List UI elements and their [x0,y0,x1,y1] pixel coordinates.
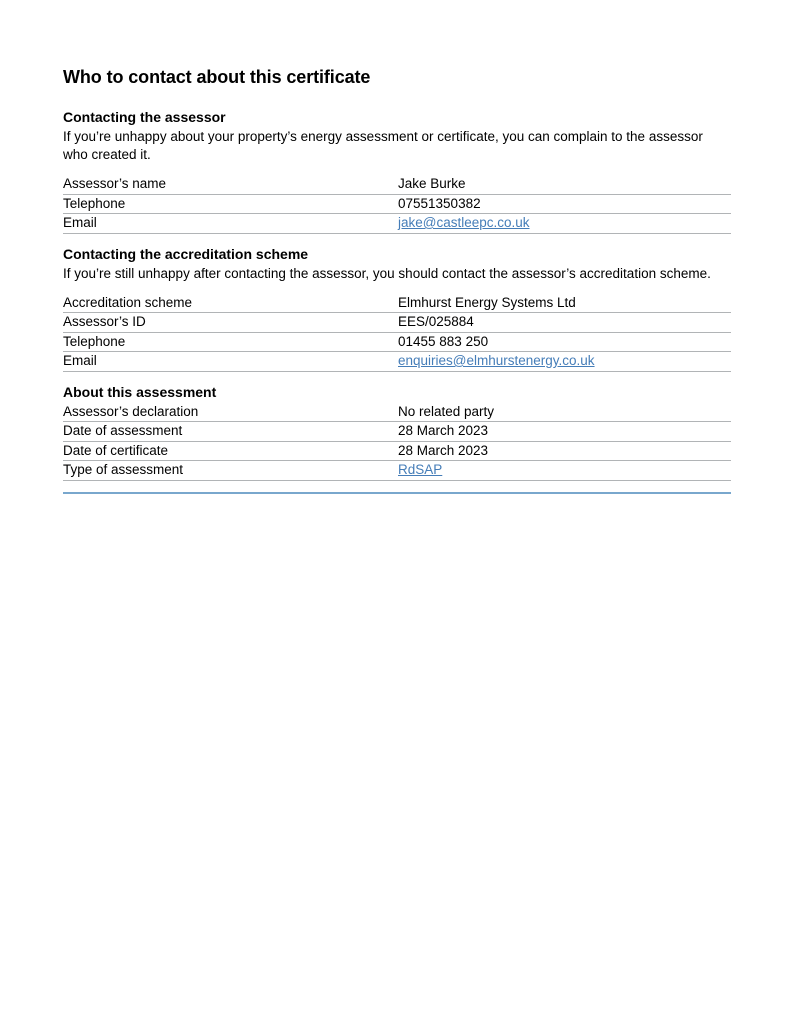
assessor-email-link[interactable]: jake@castleepc.co.uk [398,215,530,230]
section-heading-about-assessment: About this assessment [63,383,217,400]
row-label: Assessor’s ID [63,314,146,329]
table-row [63,175,731,195]
row-label: Telephone [63,333,126,349]
row-label: Date of assessment [63,423,183,438]
row-value [398,215,731,231]
section-intro-contacting-assessor: If you’re unhappy about your property’s energy assessment or certificate, you can complain to the assessor who created it. [63,129,703,162]
table-row [63,195,731,215]
about-assessment-table [63,403,731,481]
assessor-contact-table [63,175,731,234]
table-row [63,294,731,314]
row-value: 01455 883 250 [398,333,489,349]
table-row [63,214,731,234]
row-value [398,353,731,369]
table-row [63,403,731,423]
table-row [63,461,731,481]
table-row [63,313,731,333]
section-intro-accreditation-scheme: If you’re still unhappy after contacting the assessor, you should contact the assessor’s accreditation scheme. [63,265,711,281]
row-label: Email [63,353,97,368]
row-value: 28 March 2023 [398,442,489,458]
row-label: Email [63,215,97,230]
table-row [63,422,731,442]
accreditation-scheme-table [63,294,731,372]
row-value: No related party [398,403,495,419]
row-label: Accreditation scheme [63,294,193,310]
row-value [398,462,731,478]
row-label: Assessor’s declaration [63,403,199,419]
row-value: EES/025884 [398,314,474,329]
table-row [63,333,731,353]
row-value: Jake Burke [398,176,466,191]
row-value: 07551350382 [398,195,481,211]
scheme-email-link[interactable]: enquiries@elmhurstenergy.co.uk [398,353,595,368]
row-label: Type of assessment [63,462,184,477]
table-row [63,352,731,372]
row-value: 28 March 2023 [398,423,489,438]
section-heading-accreditation-scheme: Contacting the accreditation scheme [63,245,309,262]
table-row [63,442,731,462]
page-title: Who to contact about this certificate [63,67,371,87]
rdsap-link[interactable]: RdSAP [398,462,443,477]
row-value: Elmhurst Energy Systems Ltd [398,294,576,310]
row-label: Date of certificate [63,442,169,458]
section-heading-contacting-assessor: Contacting the assessor [63,109,226,125]
bottom-divider [63,492,731,494]
row-label: Telephone [63,195,126,211]
row-label: Assessor’s name [63,176,167,191]
